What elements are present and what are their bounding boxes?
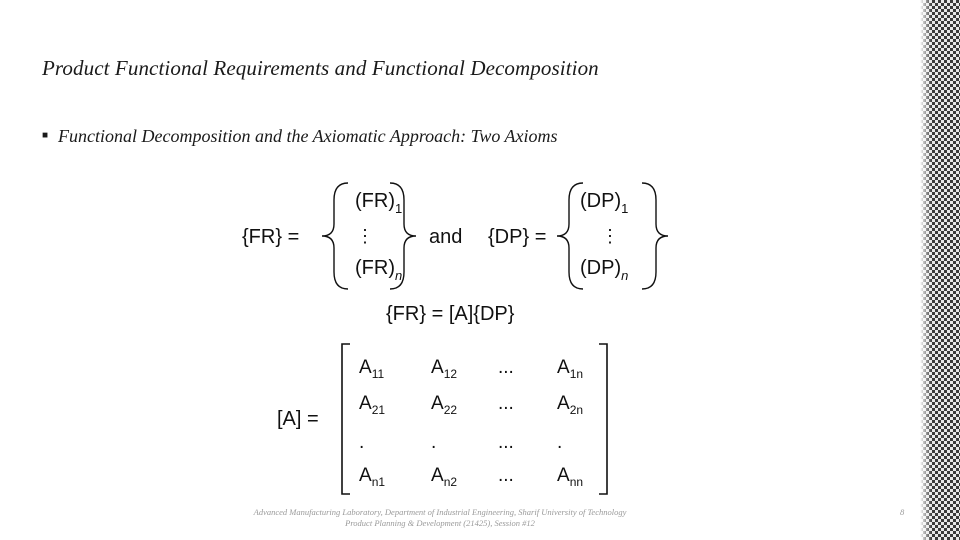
footer-line-1: Advanced Manufacturing Laboratory, Department of Industrial Engineering, Sharif University of Technology bbox=[253, 507, 627, 517]
matrix-cell: . bbox=[431, 432, 437, 453]
slide-footer bbox=[180, 507, 700, 530]
matrix-lhs: [A] = bbox=[277, 408, 319, 430]
matrix-cell: $A_{11}$ bbox=[359, 357, 385, 381]
fr-first-element: $(FR)_1$ bbox=[355, 190, 403, 216]
square-bullet-icon: ■ bbox=[42, 130, 49, 141]
fr-vertical-dots: ⋮ bbox=[356, 226, 374, 246]
footer-line-2: Product Planning & Development (21425), Session #12 bbox=[345, 518, 535, 529]
bullet-text: Functional Decomposition and the Axiomatic Approach: Two Axioms bbox=[58, 126, 558, 146]
matrix-cells bbox=[359, 357, 583, 489]
matrix-cell: $A_{n1}$ bbox=[359, 465, 386, 489]
page-number: 8 bbox=[900, 507, 905, 517]
matrix-cell: . bbox=[557, 432, 563, 453]
dp-vector-lhs: {DP} = bbox=[488, 226, 547, 248]
dp-right-brace bbox=[642, 183, 668, 289]
dp-left-brace bbox=[557, 183, 583, 289]
matrix-cell: $A_{1n}$ bbox=[557, 357, 584, 381]
matrix-cell: ... bbox=[498, 393, 514, 414]
fr-vector-lhs: {FR} = bbox=[242, 226, 300, 248]
dp-last-element: $(DP)_n$ bbox=[580, 257, 629, 283]
fr-right-brace bbox=[390, 183, 416, 289]
dp-vertical-dots: ⋮ bbox=[601, 226, 619, 246]
matrix-cell: ... bbox=[498, 432, 514, 453]
matrix-cell: $A_{21}$ bbox=[359, 393, 386, 417]
matrix-cell: ... bbox=[498, 357, 514, 378]
and-connector: and bbox=[429, 226, 463, 248]
matrix-right-bracket bbox=[599, 344, 607, 494]
matrix-cell: $A_{12}$ bbox=[431, 357, 458, 381]
design-equation: {FR} = [A]{DP} bbox=[386, 303, 515, 325]
matrix-cell: $A_{2n}$ bbox=[557, 393, 584, 417]
fr-left-brace bbox=[322, 183, 348, 289]
matrix-cell: $A_{n2}$ bbox=[431, 465, 458, 489]
bullet-item bbox=[42, 126, 558, 147]
fr-last-element: $(FR)_n$ bbox=[355, 257, 403, 283]
matrix-cell: . bbox=[359, 432, 365, 453]
decorative-side-band bbox=[920, 0, 960, 540]
matrix-cell: $A_{22}$ bbox=[431, 393, 458, 417]
matrix-cell: $A_{nn}$ bbox=[557, 465, 584, 489]
slide-title: Product Functional Requirements and Functional Decomposition bbox=[42, 56, 599, 80]
matrix-left-bracket bbox=[342, 344, 350, 494]
dp-first-element: $(DP)_1$ bbox=[580, 190, 629, 216]
matrix-cell: ... bbox=[498, 465, 514, 486]
